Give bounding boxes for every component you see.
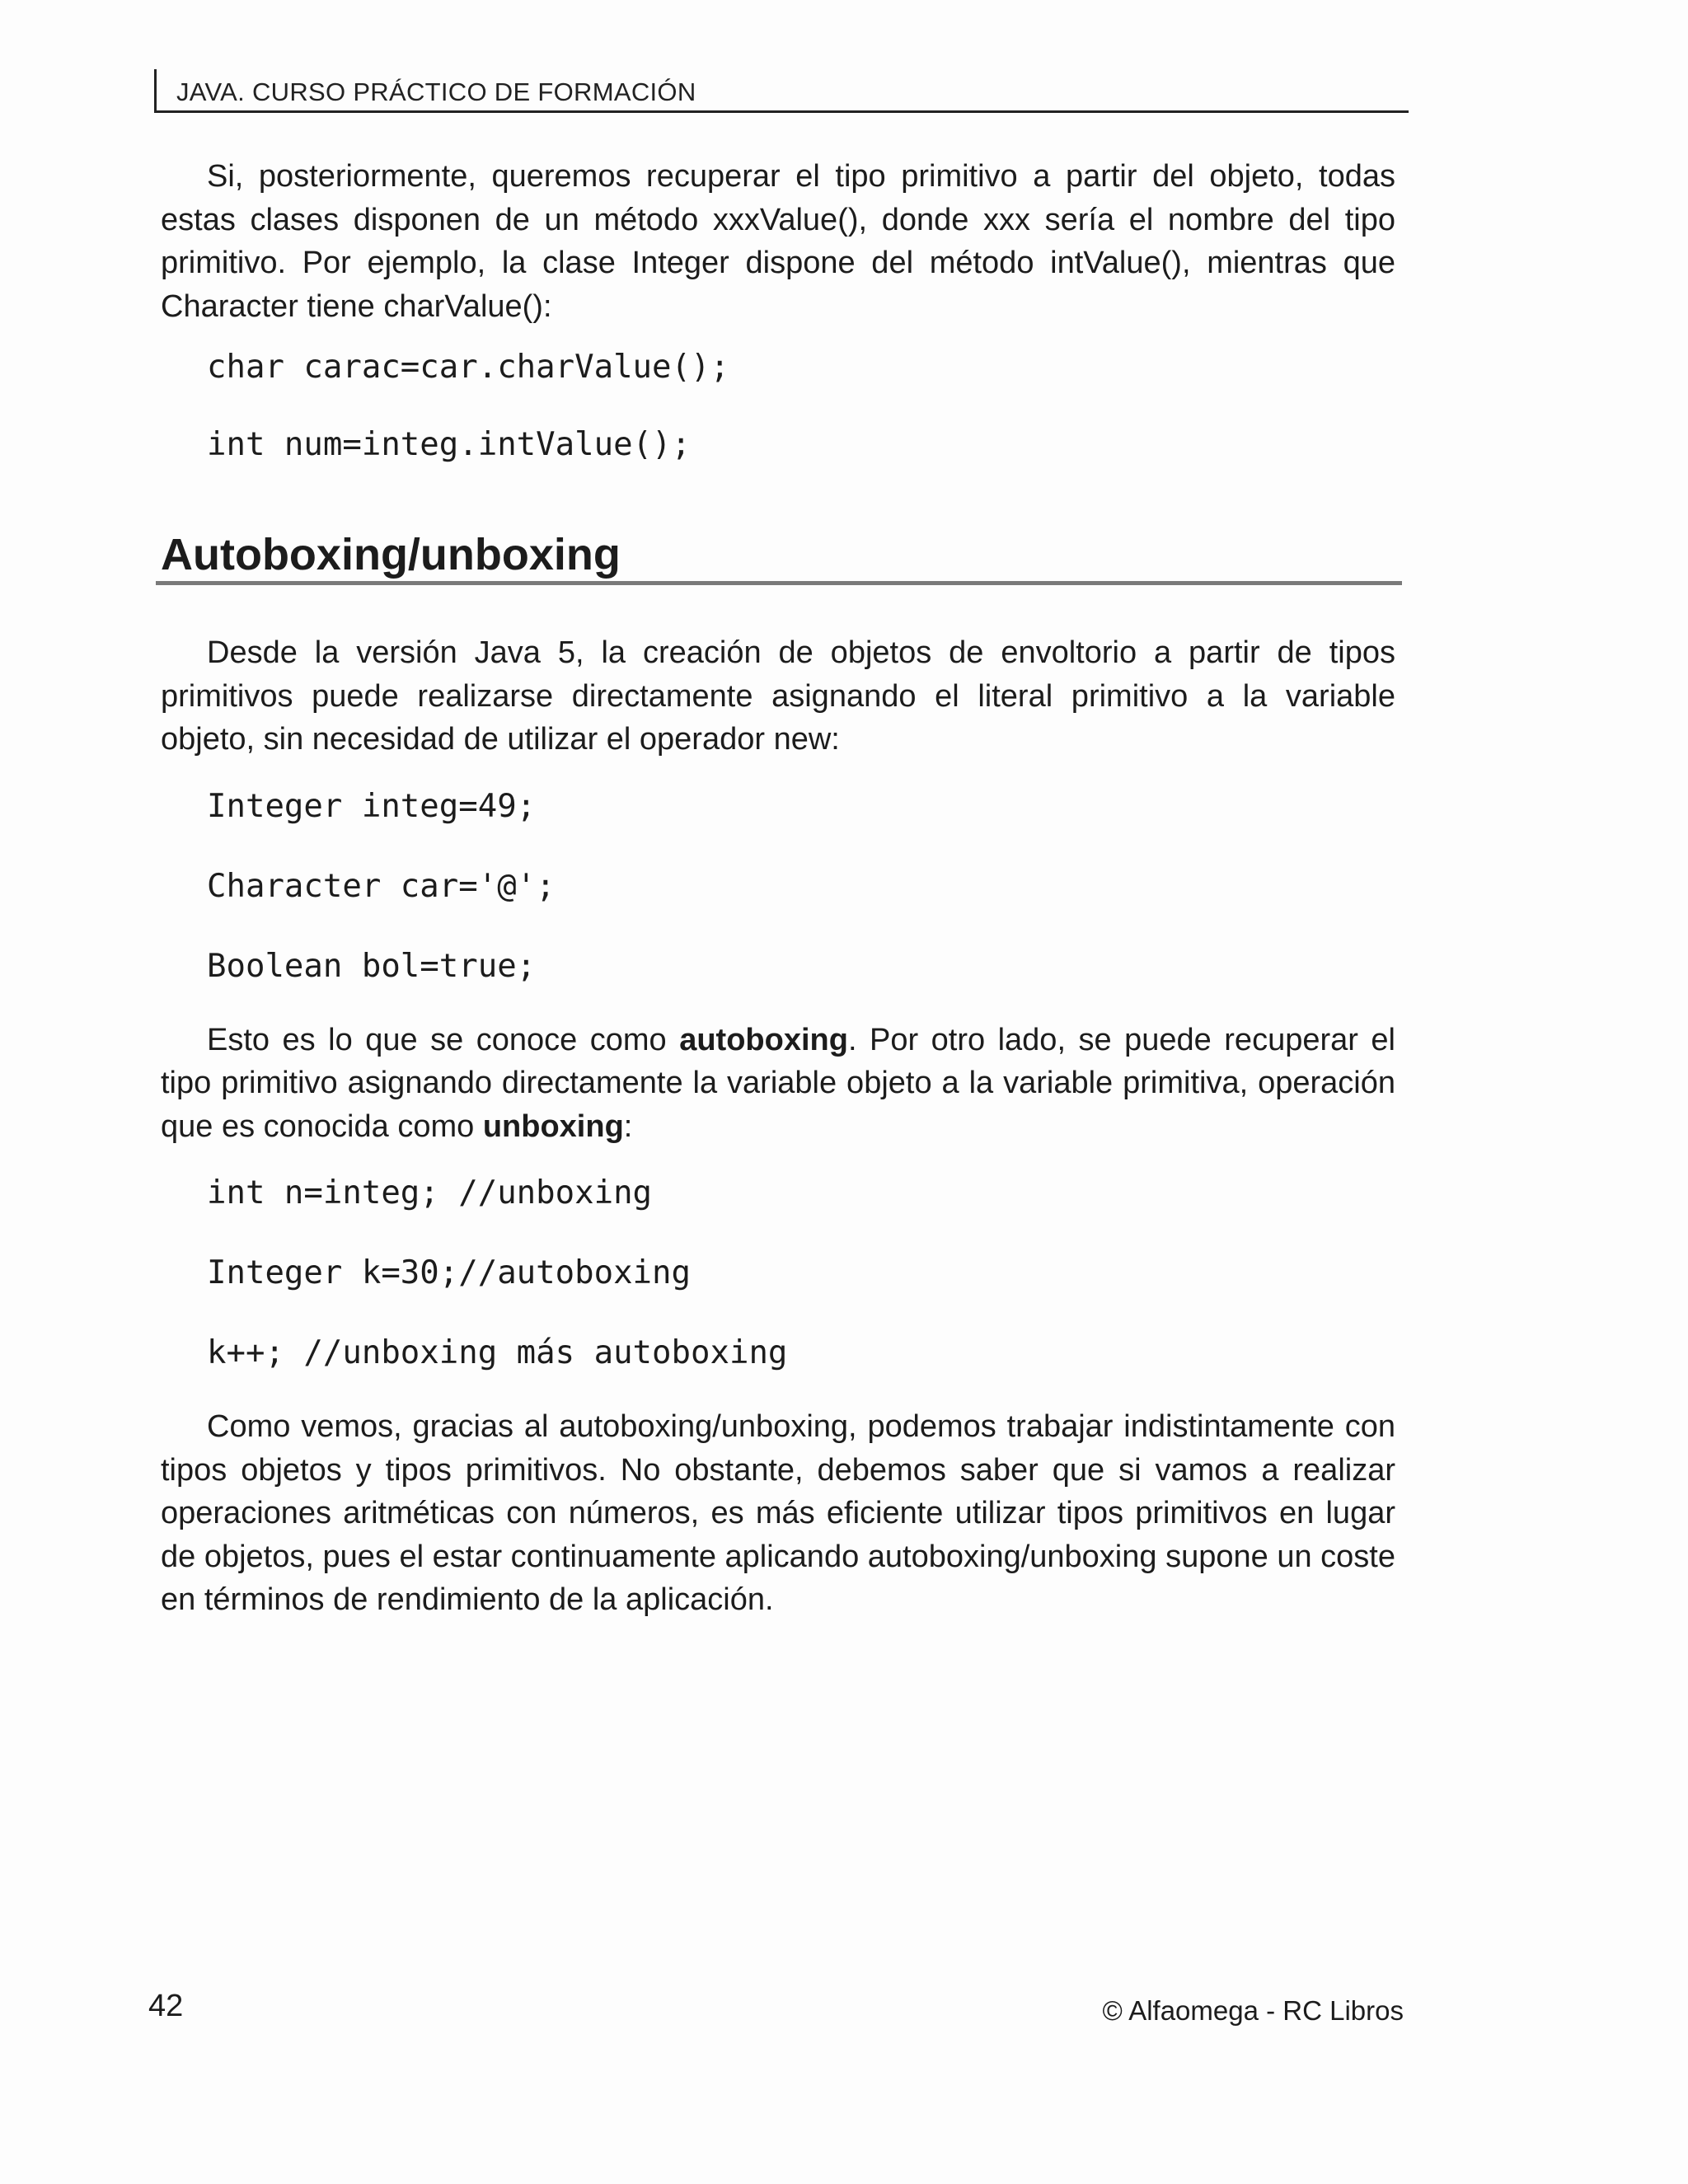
copyright-notice: © Alfaomega - RC Libros	[1102, 1995, 1404, 2026]
section-heading: Autoboxing/unboxing	[161, 530, 621, 579]
code-line: char carac=car.charValue();	[207, 349, 729, 386]
code-line: Boolean bol=true;	[207, 947, 537, 985]
intro-paragraph: Si, posteriormente, queremos recuperar el tipo primitivo a partir del objeto, todas estas clases disponen de un método xxxValue(), donde xxx sería el nombre del tipo primitivo. Por ejemplo, la clase Integer dispone del método intValue(), mientras que Character tiene charValue():	[161, 159, 1395, 324]
running-header	[154, 69, 1409, 113]
autoboxing-paragraph-2: Esto es lo que se conoce como autoboxing. Por otro lado, se puede recuperar el tipo primitivo asignando directamente la variable objeto a la variable primitiva, operación que es conocida como unboxing:	[161, 1022, 1395, 1144]
page-number: 42	[148, 1989, 184, 2023]
code-line: int num=integ.intValue();	[207, 426, 691, 463]
autoboxing-paragraph-1: Desde la versión Java 5, la creación de objetos de envoltorio a partir de tipos primitivos puede realizarse directamente asignando el literal primitivo a la variable objeto, sin necesidad de utilizar el operador new:	[161, 635, 1395, 757]
page-content	[161, 155, 1395, 1622]
term-autoboxing: autoboxing	[679, 1022, 848, 1057]
code-line: k++; //unboxing más autoboxing	[207, 1334, 788, 1371]
code-line: int n=integ; //unboxing	[207, 1174, 653, 1212]
term-unboxing: unboxing	[482, 1108, 624, 1144]
code-line: Integer k=30;//autoboxing	[207, 1254, 691, 1291]
code-line: Integer integ=49;	[207, 787, 537, 825]
autoboxing-paragraph-3: Como vemos, gracias al autoboxing/unboxing, podemos trabajar indistintamente con tipos objetos y tipos primitivos. No obstante, debemos saber que si vamos a realizar operaciones aritméticas con números, es más eficiente utilizar tipos primitivos en lugar de objetos, pues el estar continuamente aplicando autoboxing/unboxing supone un coste en términos de rendimiento de la aplicación.	[161, 1409, 1395, 1617]
running-header-title: JAVA. CURSO PRÁCTICO DE FORMACIÓN	[176, 77, 696, 106]
code-line: Character car='@';	[207, 867, 556, 905]
